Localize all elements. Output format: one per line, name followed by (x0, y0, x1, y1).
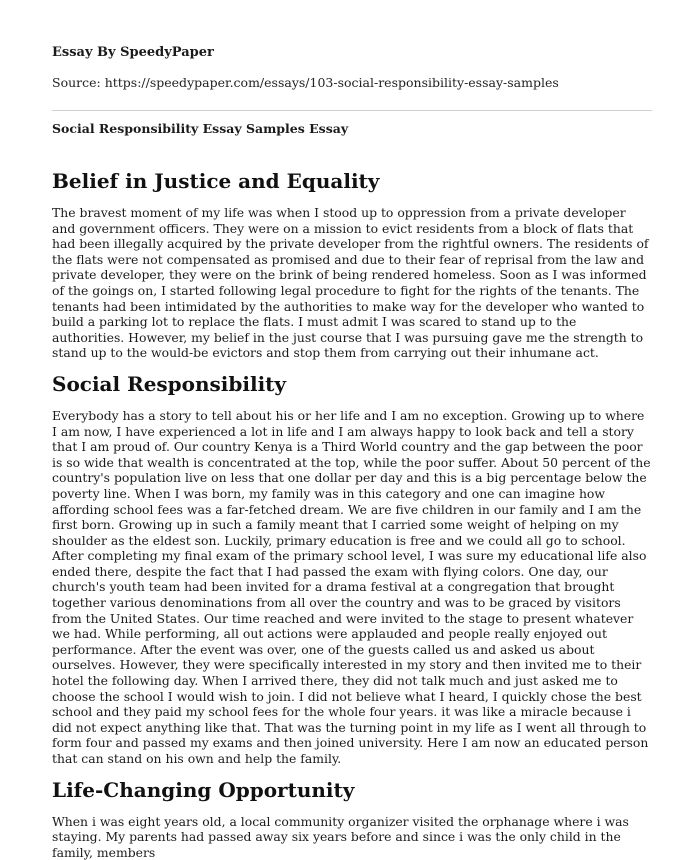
essay-section (52, 371, 652, 767)
section-paragraph: Everybody has a story to tell about his or her life and I am no exception. Growing up to where I am now, I have experienced a lot in life and I am always happy to look back and tell a story that I am proud of. Our country Kenya is a Third World country and the gap between the poor is so wide that wealth is concentrated at the top, while the poor suffer. About 50 percent of the country's population live on less that one dollar per day and this is a big percentage below the poverty line. When I was born, my family was in this category and one can imagine how affording school fees was a far-fetched dream. We are five children in our family and I am the first born. Growing up in such a family meant that I carried some weight of helping on my shoulder as the eldest son. Luckily, primary education is free and we could all go to school. After completing my final exam of the primary school level, I was sure my educational life also ended there, despite the fact that I had passed the exam with flying colors. One day, our church's youth team had been invited for a drama festival at a congregation that brought together various denominations from all over the country and was to be graced by visitors from the United States. Our time reached and were invited to the stage to present whatever we had. While performing, all out actions were applauded and people really enjoyed out performance. After the event was over, one of the guests called us and asked us about ourselves. However, they were specifically interested in my story and then invited me to their hotel the following day. When I arrived there, they did not talk much and just asked me to choose the school I would wish to join. I did not believe what I heard, I quickly chose the best school and they paid my school fees for the whole four years. it was like a miracle because i did not expect anything like that. That was the turning point in my life as I went all through to form four and passed my exams and then joined university. Here I am now an educated person that can stand on his own and help the family. (52, 407, 651, 766)
essay-section (52, 777, 652, 860)
section-heading: Social Responsibility (52, 371, 287, 396)
document-header (52, 44, 652, 92)
section-paragraph: When i was eight years old, a local community organizer visited the orphanage where i was staying. My parents had passed away six years before and since i was the only child in the family, members (52, 813, 629, 860)
header-divider (52, 110, 652, 111)
section-paragraph: The bravest moment of my life was when I stood up to oppression from a private developer and government officers. They were on a mission to evict residents from a block of flats that had been illegally acquired by the private developer from the rightful owners. The residents of the flats were not compensated as promised and due to their fear of reprisal from the law and private developer, they were on the brink of being rendered homeless. Soon as I was informed of the goings on, I started following legal procedure to fight for the rights of the tenants. The tenants had been intimidated by the authorities to make way for the developer who wanted to build a parking lot to replace the flats. I must admit I was scared to stand up to the authorities. However, my belief in the just course that I was pursuing gave me the strength to stand up to the would-be evictors and stop them from carrying out their inhumane act. (52, 205, 649, 361)
section-heading: Life-Changing Opportunity (52, 777, 355, 802)
source-link[interactable]: https://speedypaper.com/essays/103-social-responsibility-essay-samples (104, 75, 559, 90)
essay-section (52, 168, 652, 361)
brand-label: Essay By SpeedyPaper (52, 45, 214, 60)
essay-body (52, 168, 652, 860)
source-line (52, 74, 652, 92)
document-title: Social Responsibility Essay Samples Essay (52, 121, 349, 136)
section-heading: Belief in Justice and Equality (52, 169, 380, 193)
source-label: Source: (52, 75, 105, 90)
